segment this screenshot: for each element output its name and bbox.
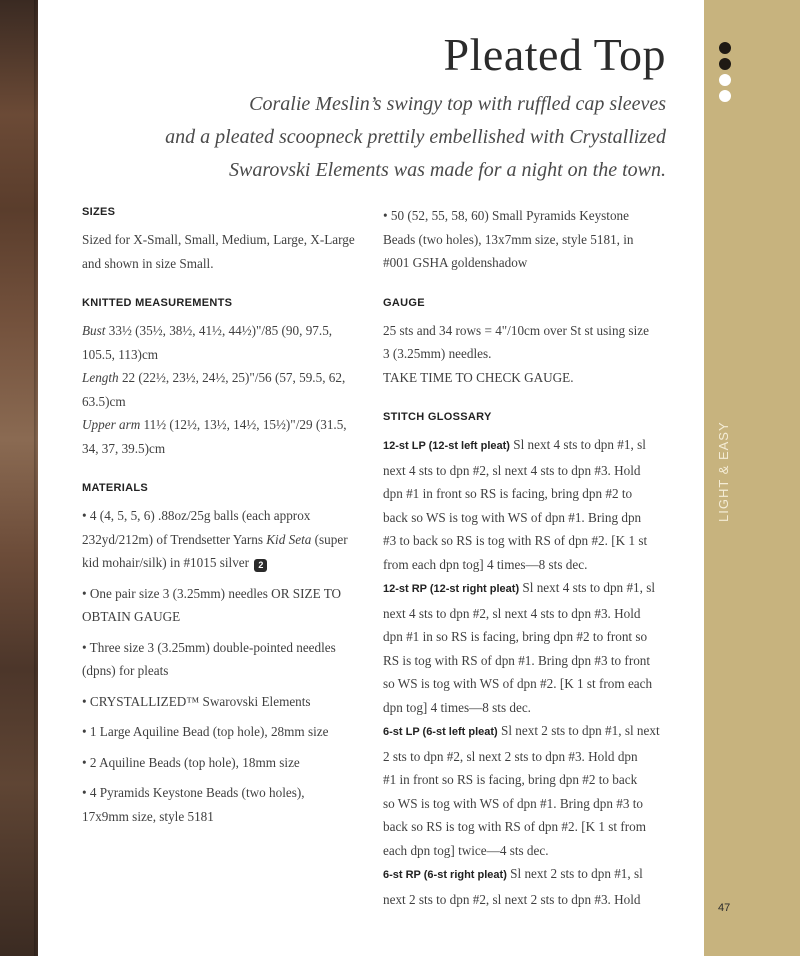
bust-measurement: Bust 33½ (35½, 38½, 41½, 44½)"/85 (90, 97.5, 105.5, 113)cm [82, 323, 333, 362]
difficulty-dot-empty [719, 74, 731, 86]
gauge-heading: GAUGE [383, 296, 425, 309]
materials-heading: MATERIALS [82, 482, 149, 494]
materials-yarn: • 4 (4, 5, 5, 6) .88oz/25g balls (each approx 232yd/212m) of Trendsetter Yarns Kid Seta (super kid mohair/silk) in #1015 silver 2 [82, 508, 348, 570]
materials-item: • 1 Large Aquiline Bead (top hole), 28mm size [82, 724, 329, 739]
glossary-term: 12-st LP (12-st left pleat) [383, 440, 510, 452]
sizes-heading: SIZES [82, 206, 116, 218]
right-column [383, 204, 673, 911]
glossary-term: 6-st RP (6-st right pleat) [383, 869, 507, 881]
gauge-text: 25 sts and 34 rows = 4"/10cm over St st using size 3 (3.25mm) needles. TAKE TIME TO CHECK GAUGE. [383, 322, 649, 385]
materials-item: • CRYSTALLIZED™ Swarovski Elements [82, 693, 311, 709]
materials-item: • 4 Pyramids Keystone Beads (two holes), 17x9mm size, style 5181 [82, 785, 305, 824]
sizes-text: Sized for X-Small, Small, Medium, Large, X-Large and shown in size Small. [82, 232, 355, 271]
section-label: LIGHT & EASY [716, 421, 731, 522]
materials-item: • Three size 3 (3.25mm) double-pointed needles (dpns) for pleats [82, 639, 336, 678]
measurements-heading: KNITTED MEASUREMENTS [82, 297, 233, 309]
page-subtitle: Coralie Meslin’s swingy top with ruffled cap sleeves and a pleated scoopneck prettily embellished with Crystallized Swarovski Elements was made for a night on the town. [165, 93, 666, 181]
difficulty-dot-empty [719, 90, 731, 102]
materials-item: • 2 Aquiline Beads (top hole), 18mm size [82, 754, 300, 770]
upper-arm-measurement: Upper arm 11½ (12½, 13½, 14½, 15½)"/29 (31.5, 34, 37, 39.5)cm [82, 417, 347, 456]
difficulty-dot-filled [719, 42, 731, 54]
glossary-entry: 6-st LP (6-st left pleat) Sl next 2 sts to dpn #1, sl next 2 sts to dpn #2, sl next 2 sts to dpn #3. Hold dpn #1 in front so RS is facing, bring dpn #2 to back so WS is tog with WS of dpn #1. Bring dpn #3 to back so RS is tog with RS of dpn #2. [K 1 st from each dpn tog] twice—4 sts dec. [383, 723, 660, 858]
left-page-edge [0, 0, 38, 956]
materials-item: • One pair size 3 (3.25mm) needles OR SIZE TO OBTAIN GAUGE [82, 585, 342, 624]
glossary-entry: 6-st RP (6-st right pleat) Sl next 2 sts to dpn #1, sl next 2 sts to dpn #2, sl next 2 sts to dpn #3. Hold [383, 866, 643, 907]
page-title: Pleated Top [443, 29, 666, 80]
difficulty-indicator [719, 42, 733, 106]
difficulty-dot-filled [719, 58, 731, 70]
glossary-term: 12-st RP (12-st right pleat) [383, 583, 520, 595]
glossary-entry: 12-st RP (12-st right pleat) Sl next 4 sts to dpn #1, sl next 4 sts to dpn #2, sl next 4 sts to dpn #3. Hold dpn #1 in so RS is facing, bring dpn #2 to front so RS is tog with RS of dpn #1. Bring dpn #3 to front so WS is tog with WS of dpn #2. [K 1 st from each dpn tog] 4 times—8 sts dec. [383, 580, 656, 715]
glossary-heading: STITCH GLOSSARY [383, 411, 492, 423]
glossary-entry: 12-st LP (12-st left pleat) Sl next 4 sts to dpn #1, sl next 4 sts to dpn #2, sl next 4 sts to dpn #3. Hold dpn #1 in front so RS is facing, bring dpn #2 to back so WS is tog with WS of dpn #1. Bring dpn #3 to back so RS is tog with RS of dpn #2. [K 1 st from each dpn tog] 4 times—8 sts dec. [383, 437, 648, 572]
length-measurement: Length 22 (22½, 23½, 24½, 25)"/56 (57, 59.5, 62, 63.5)cm [82, 370, 346, 409]
left-column [82, 204, 372, 828]
yarn-weight-icon: 2 [254, 559, 267, 572]
materials-item: • 50 (52, 55, 58, 60) Small Pyramids Keystone Beads (two holes), 13x7mm size, style 5181, in #001 GSHA goldenshadow [383, 208, 634, 270]
page-number: 47 [718, 902, 731, 914]
glossary-term: 6-st LP (6-st left pleat) [383, 726, 498, 738]
